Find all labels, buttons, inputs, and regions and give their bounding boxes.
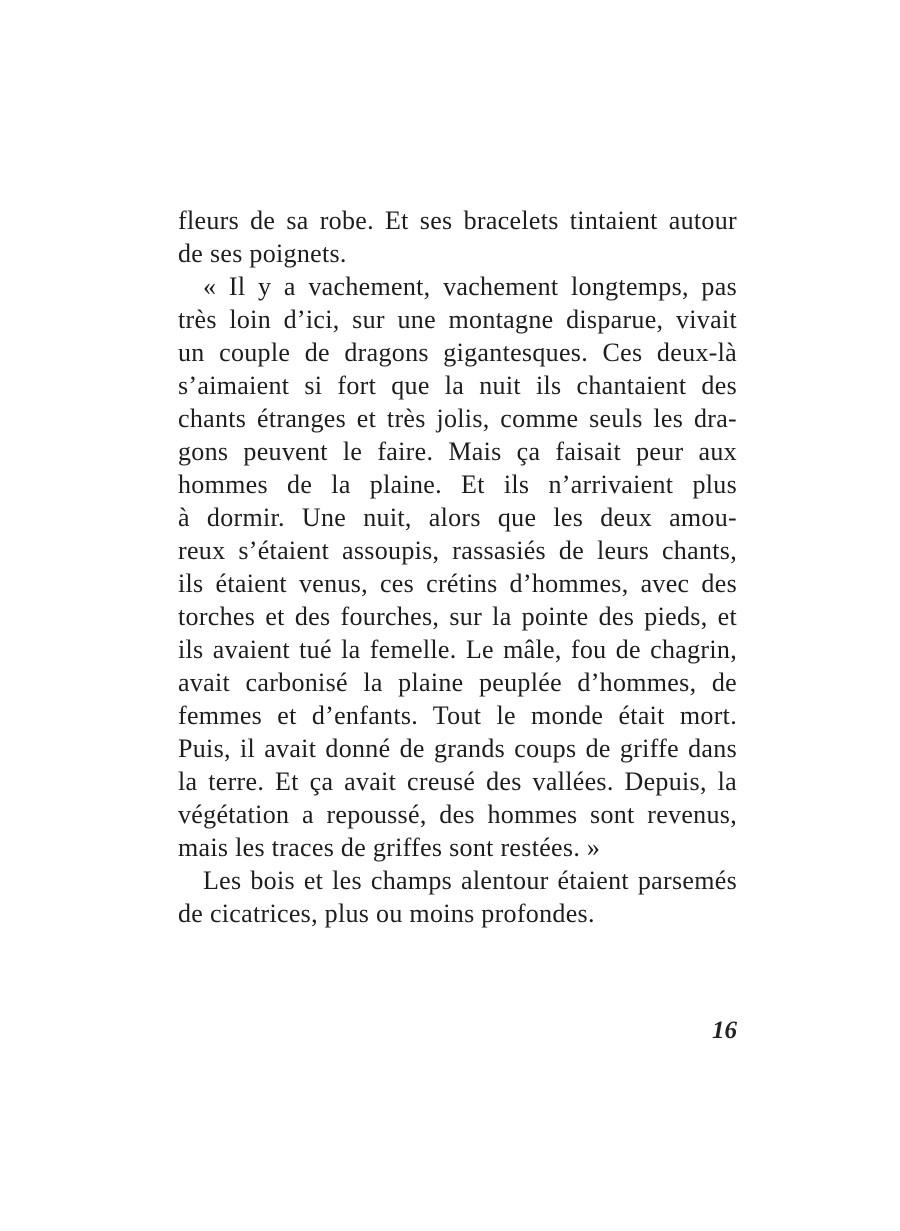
text-line: chants étranges et très jolis, comme seuls les dra- <box>178 404 737 433</box>
text-line: végétation a repoussé, des hommes sont revenus, <box>178 800 737 829</box>
text-line: gons peuvent le faire. Mais ça faisait peur aux <box>178 437 737 466</box>
text-line: de ses poignets. <box>178 239 347 268</box>
text-line: « Il y a vachement, vachement longtemps, pas <box>203 272 737 301</box>
text-line: mais les traces de griffes sont restées. » <box>178 833 601 862</box>
text-line: femmes et d’enfants. Tout le monde était mort. <box>178 701 737 730</box>
text-line: hommes de la plaine. Et ils n’arrivaient plus <box>178 470 737 499</box>
text-line: torches et des fourches, sur la pointe des pieds, et <box>178 602 737 631</box>
text-line: la terre. Et ça avait creusé des vallées. Depuis, la <box>178 767 737 796</box>
text-line: reux s’étaient assoupis, rassasiés de leurs chants, <box>178 536 737 565</box>
text-block <box>178 204 737 930</box>
text-line: fleurs de sa robe. Et ses bracelets tintaient autour <box>178 206 737 235</box>
text-line: Puis, il avait donné de grands coups de griffe dans <box>178 734 737 763</box>
text-line: s’aimaient si fort que la nuit ils chantaient des <box>178 371 737 400</box>
text-line: un couple de dragons gigantesques. Ces deux-là <box>178 338 737 367</box>
text-line: de cicatrices, plus ou moins profondes. <box>178 899 595 928</box>
text-line: Les bois et les champs alentour étaient parsemés <box>203 866 737 895</box>
text-line: très loin d’ici, sur une montagne disparue, vivait <box>178 305 737 334</box>
text-line: à dormir. Une nuit, alors que les deux amou- <box>178 503 737 532</box>
page-number: 16 <box>712 1017 737 1044</box>
text-line: avait carbonisé la plaine peuplée d’hommes, de <box>178 668 737 697</box>
text-line: ils avaient tué la femelle. Le mâle, fou de chagrin, <box>178 635 737 664</box>
text-line: ils étaient venus, ces crétins d’hommes, avec des <box>178 569 737 598</box>
